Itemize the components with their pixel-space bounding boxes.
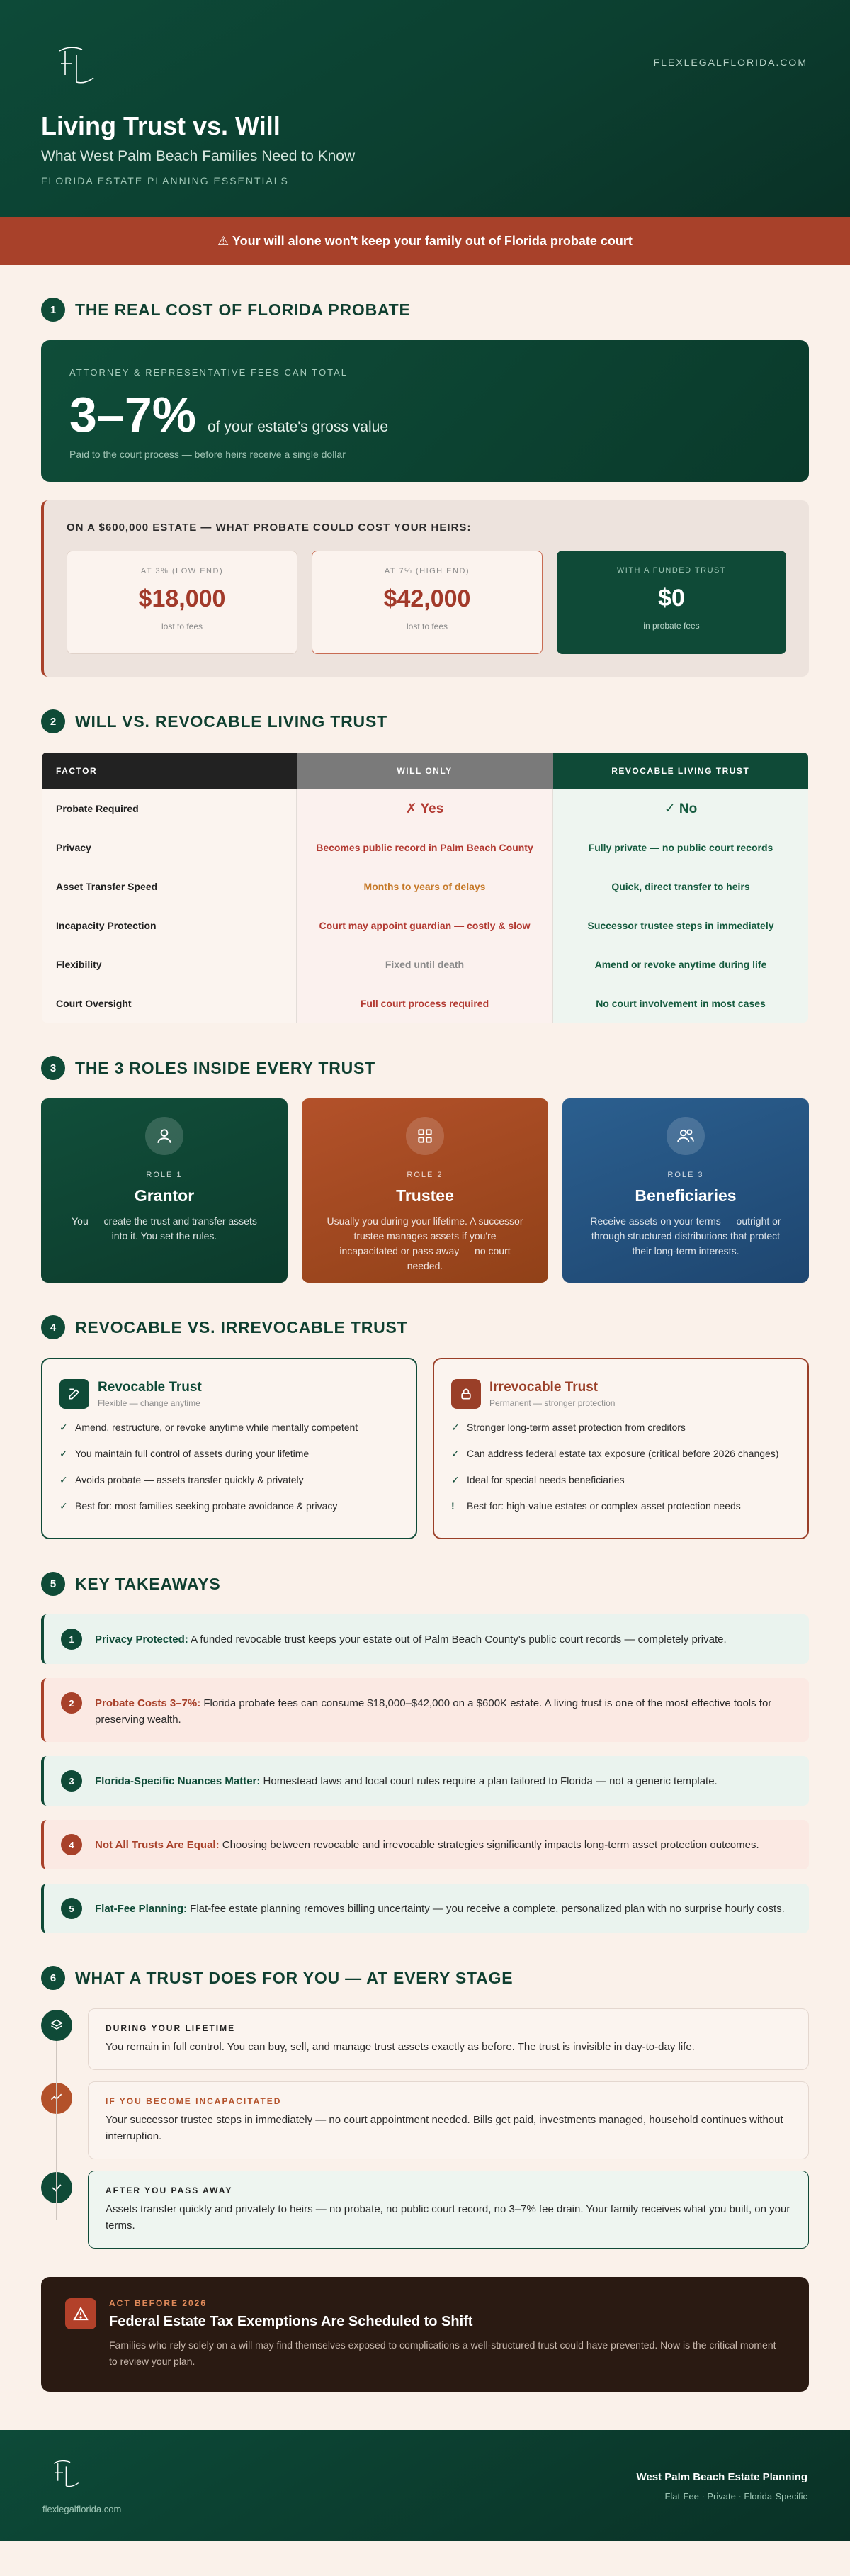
act-before-2026-callout — [41, 2277, 809, 2392]
footer-tags: Flat-Fee · Private · Florida-Specific — [664, 2491, 808, 2502]
timeline-text: Assets transfer quickly and privately to heirs — no probate, no public court record, no 3–7% fee drain. Your family receives what you built, on your terms. — [106, 2203, 790, 2232]
section-header-roles — [41, 1056, 809, 1080]
check-icon: ✓ — [60, 1500, 68, 1512]
lock-icon — [451, 1379, 481, 1409]
list-item: ✓ Can address federal estate tax exposure (critical before 2026 changes) — [451, 1448, 779, 1459]
page-subtitle: What West Palm Beach Families Need to Know — [41, 148, 356, 164]
alert-banner — [0, 217, 850, 265]
trust-cell: No court involvement in most cases — [553, 984, 809, 1023]
estate-card-trust — [557, 551, 786, 654]
role-description: Receive assets on your terms — outright or through structured distributions that protect their long-term interests. — [590, 1215, 781, 1256]
factor-cell: Flexibility — [42, 945, 297, 984]
takeaway-number: 5 — [61, 1898, 82, 1919]
estate-card-high — [312, 551, 543, 654]
takeaway-item — [41, 1884, 809, 1933]
trust-type-name: Revocable Trust — [98, 1380, 202, 1395]
takeaway-number: 1 — [61, 1629, 82, 1650]
estate-card-low — [67, 551, 298, 654]
page-tagline: FLORIDA ESTATE PLANNING ESSENTIALS — [41, 175, 289, 186]
factor-cell: Asset Transfer Speed — [42, 867, 297, 906]
takeaway-number: 4 — [61, 1834, 82, 1855]
estate-card-label: WITH A FUNDED TRUST — [616, 566, 727, 575]
trust-cell: Fully private — no public court records — [553, 828, 809, 867]
table-row — [42, 867, 809, 906]
check-icon: ✓ — [451, 1474, 460, 1485]
factor-cell: Probate Required — [42, 789, 297, 828]
factor-cell: Privacy — [42, 828, 297, 867]
role-label: ROLE 2 — [407, 1171, 443, 1179]
fee-card-label: ATTORNEY & REPRESENTATIVE FEES CAN TOTAL — [69, 367, 348, 378]
section-number: 3 — [41, 1056, 65, 1080]
takeaway-text: Flat-fee estate planning removes billing uncertainty — you receive a complete, personalized plan with no surprise hourly costs. — [187, 1903, 785, 1915]
layers-icon — [41, 2010, 72, 2041]
check-icon: ✓ — [60, 1448, 68, 1459]
footer-site-link[interactable]: flexlegalflorida.com — [42, 2504, 122, 2514]
timeline-item — [41, 2008, 809, 2070]
timeline-label: AFTER YOU PASS AWAY — [106, 2186, 233, 2195]
takeaway-heading: Florida-Specific Nuances Matter: — [95, 1775, 261, 1787]
list-item: ! Best for: high-value estates or complex asset protection needs — [451, 1500, 741, 1512]
section-number: 6 — [41, 1966, 65, 1990]
edit-icon — [60, 1379, 89, 1409]
will-vs-trust-table — [41, 752, 809, 1023]
page-footer — [0, 2430, 850, 2541]
roles-row — [41, 1098, 809, 1283]
role-card-trustee — [302, 1098, 548, 1283]
trust-cell: ✓ No — [553, 789, 809, 828]
section-header-comparison — [41, 709, 809, 733]
timeline-text: Your successor trustee steps in immediately — no court appointment needed. Bills get paid, investments managed, household continues without interruption. — [106, 2114, 783, 2142]
section-number: 2 — [41, 709, 65, 733]
section-header-stages — [41, 1966, 809, 1990]
takeaway-heading: Probate Costs 3–7%: — [95, 1697, 201, 1709]
timeline-label: IF YOU BECOME INCAPACITATED — [106, 2096, 282, 2106]
column-header-trust: REVOCABLE LIVING TRUST — [553, 753, 809, 789]
takeaway-item — [41, 1820, 809, 1869]
table-row — [42, 984, 809, 1023]
section-header-trust-types — [41, 1315, 809, 1339]
estate-card-caption: lost to fees — [406, 621, 448, 631]
page-title: Living Trust vs. Will — [41, 111, 280, 140]
stages-timeline — [41, 2008, 809, 2249]
section-number: 1 — [41, 298, 65, 322]
timeline-item — [41, 2081, 809, 2159]
takeaway-item — [41, 1678, 809, 1742]
table-header-row — [42, 753, 809, 789]
takeaway-text: Homestead laws and local court rules require a plan tailored to Florida — not a generic template. — [260, 1775, 718, 1787]
column-header-will: WILL ONLY — [297, 753, 553, 789]
section-title: THE REAL COST OF FLORIDA PROBATE — [75, 300, 411, 319]
will-cell: ✗ Yes — [297, 789, 553, 828]
section-number: 4 — [41, 1315, 65, 1339]
takeaway-text: Florida probate fees can consume $18,000–$42,000 on a $600K estate. A living trust is one of the most effective tools for preserving wealth. — [95, 1697, 772, 1726]
role-label: ROLE 1 — [146, 1171, 183, 1179]
takeaway-number: 2 — [61, 1692, 82, 1714]
estate-example-panel — [41, 500, 809, 677]
takeaway-heading: Not All Trusts Are Equal: — [95, 1839, 220, 1851]
factor-cell: Incapacity Protection — [42, 906, 297, 945]
takeaway-number: 3 — [61, 1770, 82, 1792]
will-cell: Becomes public record in Palm Beach County — [297, 828, 553, 867]
trust-cell: Quick, direct transfer to heirs — [553, 867, 809, 906]
column-header-factor: FACTOR — [42, 753, 297, 789]
timeline-card — [88, 2171, 809, 2249]
timeline-text: You remain in full control. You can buy, sell, and manage trust assets exactly as before. The trust is invisible in day-to-day life. — [106, 2041, 695, 2053]
table-row — [42, 789, 809, 828]
timeline-item — [41, 2171, 809, 2249]
will-cell: Court may appoint guardian — costly & slow — [297, 906, 553, 945]
fl-monogram-logo[interactable] — [44, 38, 101, 95]
callout-label: ACT BEFORE 2026 — [109, 2298, 208, 2308]
section-header-takeaways — [41, 1572, 809, 1596]
fee-percentage-caption: of your estate's gross value — [208, 419, 389, 435]
exclamation-icon: ! — [451, 1500, 455, 1512]
check-icon: ✓ — [451, 1422, 460, 1433]
trust-types-row — [41, 1358, 809, 1539]
page-header — [0, 0, 850, 217]
takeaway-item — [41, 1614, 809, 1664]
timeline-card — [88, 2008, 809, 2070]
list-item: ✓ You maintain full control of assets during your lifetime — [60, 1448, 310, 1459]
list-item: ✓ Avoids probate — assets transfer quickly & privately — [60, 1474, 304, 1485]
takeaway-heading: Privacy Protected: — [95, 1633, 188, 1646]
takeaway-heading: Flat-Fee Planning: — [95, 1903, 188, 1915]
takeaway-text: Choosing between revocable and irrevocable strategies significantly impacts long-term asset protection outcomes. — [219, 1839, 759, 1851]
check-icon: ✓ — [451, 1448, 460, 1459]
section-number: 5 — [41, 1572, 65, 1596]
section-title: WILL VS. REVOCABLE LIVING TRUST — [75, 712, 387, 731]
timeline-label: DURING YOUR LIFETIME — [106, 2023, 236, 2033]
list-item: ✓ Amend, restructure, or revoke anytime while mentally competent — [60, 1422, 358, 1433]
list-item: ✓ Best for: most families seeking probate avoidance & privacy — [60, 1500, 338, 1512]
estate-card-caption: in probate fees — [643, 621, 700, 631]
fee-percentage: 3–7% — [69, 387, 197, 442]
revocable-trust-card — [41, 1358, 417, 1539]
role-description: You — create the trust and transfer assets into it. You set the rules. — [72, 1215, 257, 1242]
takeaways-list — [41, 1614, 809, 1933]
probate-fee-card — [41, 340, 809, 482]
trust-type-name: Irrevocable Trust — [489, 1380, 599, 1395]
estate-card-value: $42,000 — [383, 585, 471, 612]
section-title: KEY TAKEAWAYS — [75, 1574, 221, 1593]
takeaway-text: A funded revocable trust keeps your estate out of Palm Beach County's public court records — completely private. — [188, 1633, 727, 1646]
person-icon — [145, 1117, 183, 1155]
takeaway-item — [41, 1756, 809, 1806]
check-icon: ✓ — [60, 1422, 68, 1433]
trust-cell: Amend or revoke anytime during life — [553, 945, 809, 984]
fee-card-note: Paid to the court process — before heirs receive a single dollar — [69, 449, 346, 460]
role-description: Usually you during your lifetime. A successor trustee manages assets if you're incapacitated or pass away — no court needed. — [327, 1215, 523, 1271]
check-icon: ✓ — [60, 1474, 68, 1485]
site-url[interactable]: FLEXLEGALFLORIDA.COM — [653, 57, 808, 68]
fl-monogram-logo[interactable] — [42, 2454, 84, 2495]
trust-type-subtitle: Flexible — change anytime — [98, 1398, 200, 1408]
section-title: THE 3 ROLES INSIDE EVERY TRUST — [75, 1058, 376, 1077]
role-card-beneficiaries — [562, 1098, 809, 1283]
warning-triangle-icon — [65, 2298, 96, 2329]
role-card-grantor — [41, 1098, 288, 1283]
timeline-card — [88, 2081, 809, 2159]
table-row — [42, 945, 809, 984]
footer-firm-name: West Palm Beach Estate Planning — [636, 2471, 808, 2483]
list-item: ✓ Stronger long-term asset protection from creditors — [451, 1422, 686, 1433]
table-row — [42, 906, 809, 945]
trust-type-subtitle: Permanent — stronger protection — [489, 1398, 616, 1408]
trust-cell: Successor trustee steps in immediately — [553, 906, 809, 945]
factor-cell: Court Oversight — [42, 984, 297, 1023]
section-header-probate-cost — [41, 298, 809, 322]
will-cell: Months to years of delays — [297, 867, 553, 906]
irrevocable-trust-card — [433, 1358, 809, 1539]
timeline-connector — [56, 2041, 57, 2220]
estate-card-label: AT 7% (HIGH END) — [384, 567, 470, 575]
list-item: ✓ Ideal for special needs beneficiaries — [451, 1474, 625, 1485]
callout-text: Families who rely solely on a will may find themselves exposed to complications a well-structured trust could have prevented. Now is the critical moment to review your plan. — [109, 2339, 776, 2367]
estate-example-label: ON A $600,000 ESTATE — WHAT PROBATE COULD COST YOUR HEIRS: — [67, 522, 472, 534]
grid-icon — [406, 1117, 444, 1155]
table-row — [42, 828, 809, 867]
estate-card-value: $0 — [658, 585, 685, 612]
alert-text: ⚠ Your will alone won't keep your family out of Florida probate court — [217, 233, 633, 248]
group-icon — [667, 1117, 705, 1155]
section-title: REVOCABLE VS. IRREVOCABLE TRUST — [75, 1317, 408, 1337]
will-cell: Fixed until death — [297, 945, 553, 984]
role-name: Beneficiaries — [635, 1186, 737, 1205]
role-label: ROLE 3 — [667, 1171, 704, 1179]
will-cell: Full court process required — [297, 984, 553, 1023]
estate-card-value: $18,000 — [138, 585, 226, 612]
estate-card-label: AT 3% (LOW END) — [140, 567, 224, 575]
estate-card-caption: lost to fees — [161, 621, 203, 631]
role-name: Grantor — [134, 1186, 195, 1205]
role-name: Trustee — [396, 1186, 454, 1205]
section-title: WHAT A TRUST DOES FOR YOU — AT EVERY STAGE — [75, 1968, 514, 1987]
callout-title: Federal Estate Tax Exemptions Are Scheduled to Shift — [109, 2314, 473, 2329]
